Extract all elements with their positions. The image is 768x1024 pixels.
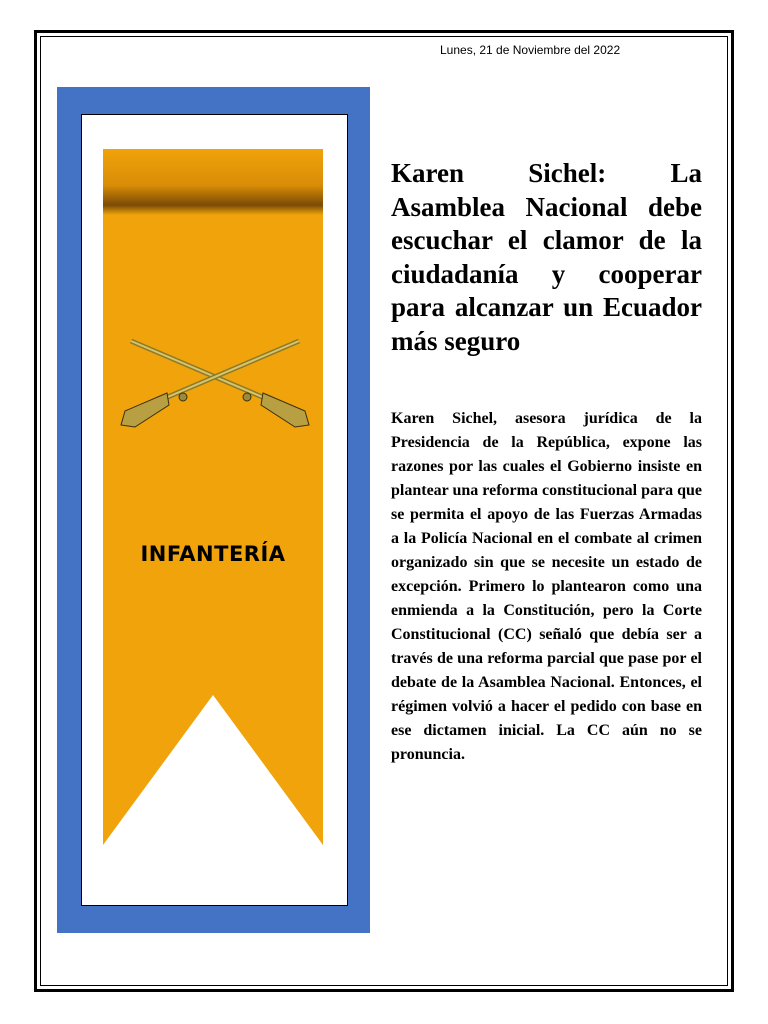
crossed-rifles-icon <box>117 335 313 435</box>
banner-label: INFANTERÍA <box>140 542 286 566</box>
article-headline: Karen Sichel: La Asamblea Nacional debe escuchar el clamor de la ciudadanía y cooperar para alcanzar un Ecuador más seguro <box>391 158 702 356</box>
article-body: Karen Sichel, asesora jurídica de la Presidencia de la República, expone las razones por las cuales el Gobierno insiste en plantear una reforma constitucional para que se permita el apoyo de las Fuerzas Armadas a la Policía Nacional en el combate al crimen organizado sin que se necesite un estado de excepción. Primero lo plantearon como una enmienda a la Constitución, pero la Corte Constitucional (CC) señaló que debía ser a través de una reforma parcial que pase por el debate de la Asamblea Nacional. Entonces, el régimen volvió a hacer el pedido con base en ese dictamen inicial. La CC aún no se pronuncia. <box>391 410 702 763</box>
infantry-ribbon <box>103 149 323 845</box>
date-line: Lunes, 21 de Noviembre del 2022 <box>440 43 621 57</box>
